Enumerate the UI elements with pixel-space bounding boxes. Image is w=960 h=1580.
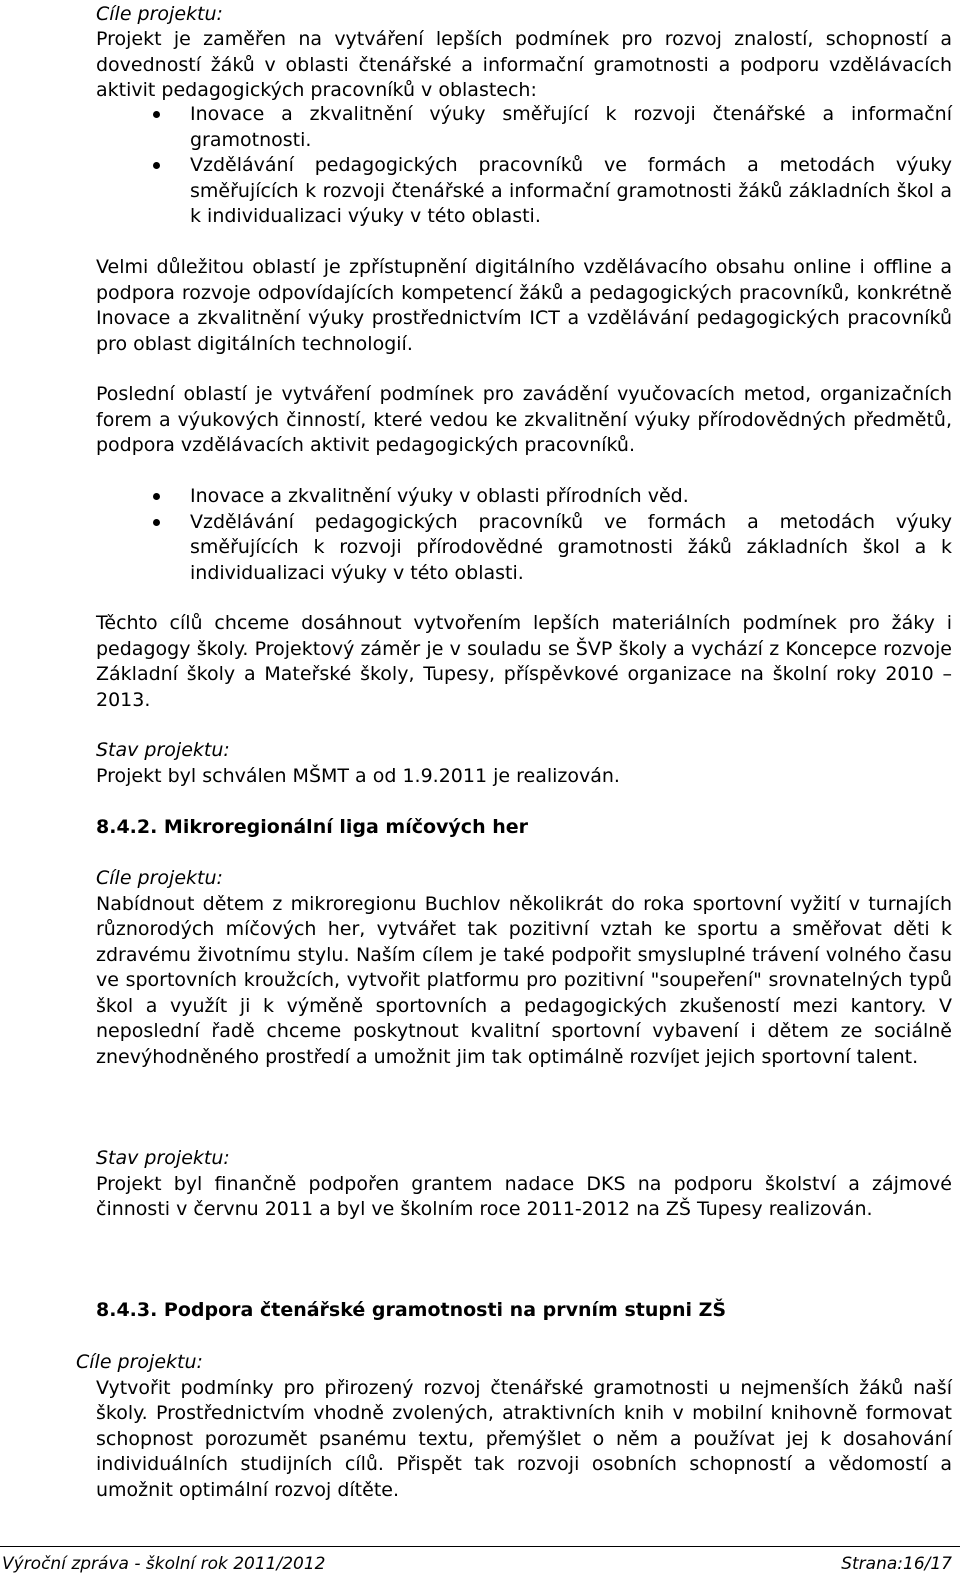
section3-goal-text: Vytvořit podmínky pro přirozený rozvoj čtenářské gramotnosti u nejmenších žáků naší školy. Prostřednictvím vhodně zvolených, atraktivních knih v mobilní knihovně formovat schopnost porozumět psanému textu, přemýšlet o něm a používat jej k dosahování individuálních studijních cílů. Přispět tak rozvoji osobních schopností a vědomostí a umožnit optimální rozvoj dítěte. bbox=[96, 1376, 952, 1501]
digital-paragraph-block bbox=[96, 255, 952, 357]
list-item: Vzdělávání pedagogických pracovníků ve formách a metodách výuky směřujících k rozvoji čtenářské a informační gramotnosti žáků základních škol a k individualizaci výuky v této oblasti. bbox=[96, 153, 952, 230]
goal-label: Cíle projektu: bbox=[96, 3, 223, 25]
section2-goal-text: Nabídnout dětem z mikroregionu Buchlov několikrát do roka sportovní vyžití v turnajích různorodých míčových her, vytvářet tak pozitivní vztah ke sportu a směřovat děti k zdravému životnímu stylu. Naším cílem je také podpořit smysluplné trávení volného času ve sportovních kroužcích, vytvořit platformu pro pozitivní "soupeření" srovnatelných typů škol a využít ji k výměně sportovních a pedagogických zkušeností mezi kantory. V neposlední řadě chceme poskytnout kvalitní sportovní vybavení i dětem ze sociálně znevýhodněného prostředí a umožnit jim tak optimálně rozvíjet jejich sportovní talent. bbox=[96, 892, 952, 1068]
goals-paragraph: Těchto cílů chceme dosáhnout vytvořením lepších materiálních podmínek pro žáky i pedagogy školy. Projektový záměr je v souladu se ŠVP školy a vychází z Koncepce rozvoje Základní školy a Mateřské školy, Tupesy, příspěvkové organizace na školní roky 2010 – 2013. bbox=[96, 612, 952, 711]
status-label: Stav projektu: bbox=[96, 739, 230, 761]
science-bullet-list bbox=[96, 484, 952, 586]
section1-intro: Projekt je zaměřen na vytváření lepších podmínek pro rozvoj znalostí, schopností a dovedností žáků v oblasti čtenářské a informační gramotnosti a podporu vzdělávacích aktivit pedagogických pracovníků v oblastech: bbox=[96, 28, 952, 101]
section1-intro-block bbox=[96, 27, 952, 104]
status-label: Stav projektu: bbox=[96, 1147, 230, 1169]
goal-label: Cíle projektu: bbox=[76, 1351, 203, 1373]
section3-heading-block bbox=[96, 1298, 952, 1324]
goals-paragraph-block bbox=[96, 611, 952, 713]
list-item: Inovace a zkvalitnění výuky v oblasti přírodních věd. bbox=[96, 484, 952, 510]
section1-status-block bbox=[96, 738, 952, 789]
footer-title: Výroční zpráva - školní rok 2011/2012 bbox=[2, 1554, 326, 1574]
section2-goal-block bbox=[96, 866, 952, 1070]
page-footer bbox=[0, 1546, 960, 1580]
bullet-icon bbox=[153, 493, 160, 500]
bullet-icon bbox=[153, 162, 160, 169]
goal-label: Cíle projektu: bbox=[96, 867, 223, 889]
page-number: Strana:16/17 bbox=[841, 1554, 952, 1574]
section3-goal-block bbox=[76, 1350, 952, 1503]
section2-status-block bbox=[96, 1146, 952, 1223]
section2-heading-block bbox=[96, 815, 952, 841]
science-paragraph: Poslední oblastí je vytváření podmínek pro zavádění vyučovacích metod, organizačních forem a výukových činností, které vedou ke zkvalitnění výuky přírodovědných předmětů, podpora vzdělávacích aktivit pedagogických pracovníků. bbox=[96, 383, 952, 456]
footer-divider bbox=[0, 1546, 960, 1547]
section1-goal-label bbox=[96, 2, 952, 28]
section-heading: 8.4.3. Podpora čtenářské gramotnosti na prvním stupni ZŠ bbox=[96, 1299, 727, 1321]
list-item: Vzdělávání pedagogických pracovníků ve formách a metodách výuky směřujících k rozvoji přírodovědné gramotnosti žáků základních škol a k individualizaci výuky v této oblasti. bbox=[96, 510, 952, 587]
list-item: Inovace a zkvalitnění výuky směřující k rozvoji čtenářské a informační gramotnosti. bbox=[96, 102, 952, 153]
status-text: Projekt byl finančně podpořen grantem nadace DKS na podporu školství a zájmové činnosti v červnu 2011 a byl ve školním roce 2011-2012 na ZŠ Tupesy realizován. bbox=[96, 1172, 952, 1220]
section1-bullet-list bbox=[96, 102, 952, 230]
section-heading: 8.4.2. Mikroregionální liga míčových her bbox=[96, 816, 528, 838]
bullet-icon bbox=[153, 519, 160, 526]
bullet-icon bbox=[153, 111, 160, 118]
science-paragraph-block bbox=[96, 382, 952, 459]
digital-paragraph: Velmi důležitou oblastí je zpřístupnění digitálního vzdělávacího obsahu online i offline a podpora rozvoje odpovídajících kompetencí žáků a pedagogických pracovníků, konkrétně Inovace a zkvalitnění výuky prostřednictvím ICT a vzdělávání pedagogických pracovníků pro oblast digitálních technologií. bbox=[96, 256, 952, 355]
status-text: Projekt byl schválen MŠMT a od 1.9.2011 je realizován. bbox=[96, 764, 620, 787]
